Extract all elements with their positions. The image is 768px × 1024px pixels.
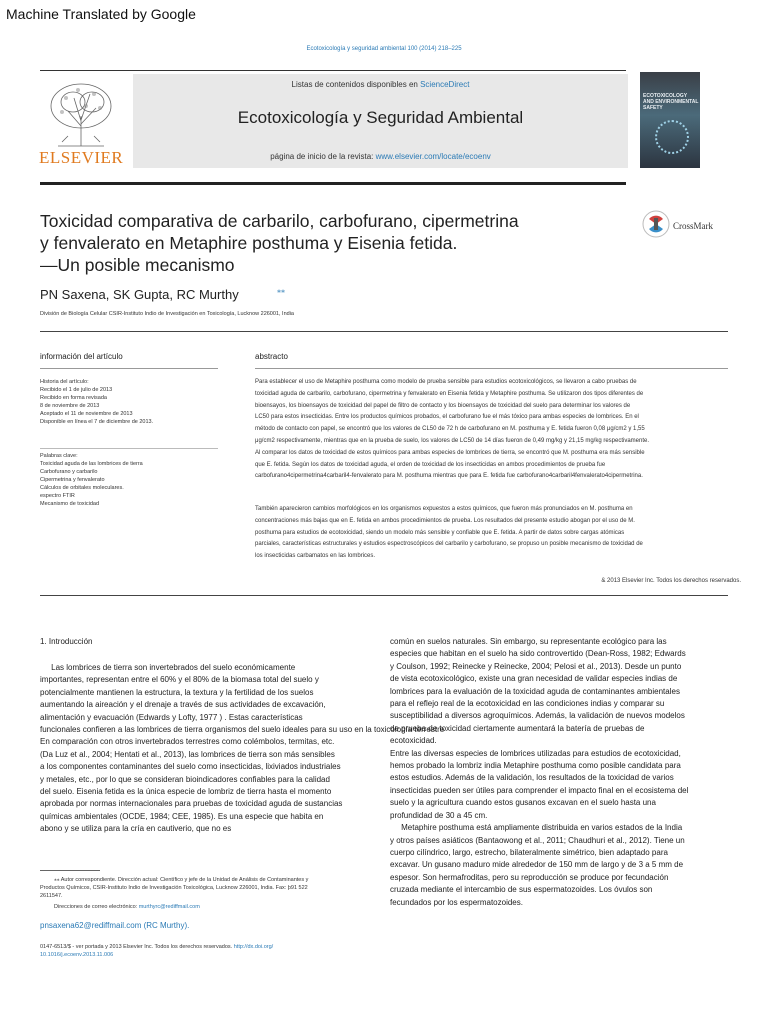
footnote-line: ⁎⁎ Autor correspondiente. Dirección actual: Científico y jefe de la Unidad de Análisis de Contaminantes y [54,877,309,883]
email-link-saxena[interactable]: pnsaxena62@rediffmail.com (RC Murthy). [40,921,190,930]
abstract-line: parciales, características estructurales y estudios espectroscópicos del carbarilo y carbofurano, se propuso un posible mecanismo de toxicidad de [255,541,643,548]
intro-line: a los componentes contaminantes del suelo como insecticidas, lixiviados industriales [40,762,341,772]
abstract-heading: abstracto [255,352,288,361]
corresponding-author-mark[interactable]: ⁎⁎ [277,286,285,295]
section-heading-introduction: 1. Introducción [40,637,93,646]
intro-line: cruzada mediante el intercambio de sus espermatozoides. Los óvulos son [390,885,653,895]
intro-line: lombrices para la evaluación de la toxicidad aguda de contaminantes ambientales [390,686,680,696]
intro-line: aprobada por normas internacionales para pruebas de toxicidad aguda de sustancias [40,799,343,809]
intro-line: químicas ambientales (OCDE, 1984; CEE, 1985). Es una especie que habita en [40,811,324,821]
intro-line: cuerpo cilíndrico, largo, estrecho, bilateralmente simétrico, bien adaptado para [390,847,668,857]
intro-line: suelo y la agricultura cuando estos gusanos excavan en el suelo hasta una [390,798,656,808]
intro-line: (Da Luz et al., 2004; Hentati et al., 2013), las lombrices de tierra son más sensibles [40,749,335,759]
abstract-line: Al comparar los datos de toxicidad de estos químicos para ambas especies de lombrices de tierra, se encontró que M. posthuma era más sensible [255,449,645,456]
author-list: PN Saxena, SK Gupta, RC Murthy [40,287,239,302]
abstract-line: μg/cm2 respectivamente, mientras que en la prueba de suelo, los valores de LC50 de 14 días fueron de 0,49 mg/kg y 21,15 mg/kg respectivamente. [255,437,650,444]
intro-line: del suelo. Eisenia fetida es la única especie de lombriz de tierra hasta el momento [40,787,332,797]
abstract-line: los insecticidas carbamatos en las lombrices. [255,553,376,560]
intro-line: profundidad de 30 a 45 cm. [390,810,488,820]
email-prefix: Direcciones de correo electrónico: [54,904,139,910]
article-title-line-1: Toxicidad comparativa de carbarilo, carbofurano, cipermetrina [40,211,519,231]
history-label: Historia del artículo: [40,379,89,385]
intro-line: susceptibilidad a diversos agroquímicos. Además, la validación de nuevos modelos [390,711,685,721]
crossmark-icon[interactable] [642,210,670,238]
intro-line: de vista ecotoxicológico, existe una gran necesidad de validar especies indias de [390,674,678,684]
keywords-label: Palabras clave: [40,453,78,459]
intro-line: excavar. Un gusano maduro mide alrededor de 150 mm de largo y de 3 a 5 mm de [390,860,684,870]
doi-link-part-2[interactable]: 10.1016/j.ecoenv.2013.11.006 [40,952,114,958]
intro-line: y Coulson, 1992; Reinecke y Reinecke, 2004; Pelosi et al., 2013). Desde un punto [390,661,682,671]
sciencedirect-link[interactable]: ScienceDirect [420,80,470,89]
intro-line: aumentando la aireación y el drenaje a través de sus actividades de excavación, [40,700,326,710]
intro-line: importantes, representan entre el 60% y el 80% de la biomasa total del suelo y [40,675,319,685]
journal-homepage-link[interactable]: www.elsevier.com/locate/ecoenv [375,152,491,161]
journal-reference-link[interactable]: Ecotoxicología y seguridad ambiental 100 (2014) 218–225 [306,46,462,52]
abstract-line: También aparecieron cambios morfológicos en los organismos expuestos a estos químicos, que fueron más pronunciados en M. posthuma en [255,506,633,512]
intro-line: hemos probado la lombriz india Metaphire posthuma como posible candidata para [390,761,681,771]
abstract-line: que E. fetida. Según los datos de toxicidad aguda, el orden de toxicidad de los insecticidas en ambos procedimientos de prueba fue [255,461,606,468]
history-accepted: Aceptado el 11 de noviembre de 2013 [40,411,133,417]
intro-line: espesor. Son hermafroditas, pero su reproducción se produce por fecundación [390,872,669,882]
intro-line: abono y se utiliza para la cría en cautiverio, que no es [40,824,232,834]
journal-cover-graphic [655,120,689,154]
footnote-line: Productos Químicos, CSIR-Instituto Indio de Investigación Toxicológica, Lucknow 226001, India. Fax: þ91 522 [40,885,308,891]
intro-line: potencialmente mantienen la estructura, la textura y la fertilidad de los suelos [40,687,314,697]
article-info-rule [40,368,218,369]
journal-cover-title: ECOTOXICOLOGY AND ENVIRONMENTAL SAFETY [643,93,699,111]
keyword-item: Cálculos de orbitales moleculares. [40,485,124,491]
copyright-notice: & 2013 Elsevier Inc. Todos los derechos reservados. [601,578,741,584]
abstract-line: LC50 para estos insecticidas. Entre los productos químicos probados, el carbofurano fue el más tóxico para ambas especies de lombrices. En el [255,414,639,421]
keyword-item: espectro FTIR [40,493,75,499]
abstract-line: Para establecer el uso de Metaphire posthuma como modelo de prueba sensible para estudios ecotoxicológicos, se llevaron a cabo pruebas de [255,379,637,385]
intro-line: común en suelos naturales. Sin embargo, su representante ecológico para las [390,637,667,646]
header-bottom-rule [40,182,626,185]
intro-line: especies que habitan en el suelo ha sido controvertido (Dean-Ross, 1982; Edwards [390,649,686,659]
abstract-bottom-rule [40,595,728,596]
corresponding-author-footnote [40,876,370,911]
issn-line [40,943,370,951]
intro-line: ecotoxicidad. [390,736,437,746]
keyword-item: Toxicidad aguda de las lombrices de tierra [40,461,143,467]
title-bottom-rule [40,331,728,332]
keywords-rule [40,448,218,449]
abstract-line: concentraciones más bajas que en E. fetida en ambos procedimientos de prueba. Los resultados del presente estudio abogan por el uso de M. [255,517,635,524]
abstract-paragraph-2 [255,504,728,563]
intro-line: Entre las diversas especies de lombrices utilizadas para estudios de ecotoxicidad, [390,748,681,758]
history-received: Recibido el 1 de julio de 2013 [40,387,113,393]
article-info-heading: información del artículo [40,352,123,361]
abstract-rule [255,368,728,369]
intro-line: de prueba de toxicidad ciertamente aumentará la batería de pruebas de [390,723,645,733]
doi-link-part-1[interactable]: http://dx.doi.org/ [233,944,274,950]
intro-line: insecticidas pueden ser útiles para comprender el impacto final en el ecosistema del [390,785,689,795]
contents-available-line [133,80,628,89]
intro-line: alimentación y evacuación (Edwards y Lofty, 1977 ) . Estas características [40,712,303,722]
issn-text: 0147-6513/$ - ver portada y 2013 Elsevier Inc. Todos los derechos reservados. [40,944,234,950]
article-title [40,210,600,276]
abstract-line: bioensayos, los bioensayos de toxicidad del papel de filtro de contacto y los bioensayos de toxicidad del suelo para determinar los valores de [255,402,631,409]
intro-right-column [390,636,730,909]
journal-title: Ecotoxicología y Seguridad Ambiental [237,108,524,127]
article-title-line-2: y fenvalerato en Metaphire posthuma y Eisenia fetida. [40,233,458,253]
author-affiliation: División de Biología Celular CSIR-Instituto Indio de Investigación en Toxicología, Lucknow 226001, India [40,311,294,317]
article-history [40,378,220,426]
abstract-paragraph-1 [255,377,728,483]
abstract-line: toxicidad aguda de carbarilo, carbofurano, cipermetrina y fenvalerato en Eisenia fetida y Metaphire posthuma. Se utilizaron dos tipos diferentes de [255,390,644,397]
history-online: Disponible en línea el 7 de diciembre de 2013. [40,419,154,425]
keyword-item: Mecanismo de toxicidad [40,501,100,507]
intro-line: estos estudios. Además de la validación, los resultados de la toxicidad de varios [390,773,674,783]
abstract-line: posthuma para estudios de ecotoxicidad, siendo un modelo más sensible y confiable que E. fetida. A partir de datos sobre cargas atómicas [255,529,625,536]
abstract-line: carbofurano4cipermetrina4carbaril4-fenvalerato para M. posthuma mientras que para E. fetida fue carbofurano4carbaril4fenvalerato4cipermetrina. [255,473,643,480]
crossmark-label[interactable]: CrossMark [673,221,713,231]
intro-line: En comparación con otros invertebrados terrestres como colémbolos, termitas, etc. [40,737,335,747]
intro-line: fecundados por los espermatozoides. [390,897,523,907]
article-title-line-3: —Un posible mecanismo [40,255,235,275]
intro-line: y otros países asiáticos (Bantaowong et al., 2011; Chaudhuri et al., 2012). Tiene un [390,835,685,845]
intro-line: y metales, etc., por lo que se consideran bioindicadores confiables para la calidad [40,774,330,784]
elsevier-logo-text: ELSEVIER [39,148,124,167]
email-line [40,903,370,911]
intro-line: para el reflejo real de la ecotoxicidad en las condiciones indias y comparar su [390,699,665,709]
history-revised-1: Recibido en forma revisada [40,395,107,401]
keyword-item: Carbofurano y carbarilo [40,469,98,475]
history-revised-2: 8 de noviembre de 2013 [40,403,100,409]
homepage-prefix: página de inicio de la revista: [270,152,376,161]
abstract-line: método de contacto con papel, se encontró que los valores de CL50 de 72 h de carbofurano en M. posthuma y E. fetida fueron 0,08 μg/cm2 y 1,55 [255,426,645,433]
issn-doi-block [40,943,370,959]
keyword-item: Cipermetrina y fenvalerato [40,477,105,483]
keywords-block [40,452,220,508]
journal-homepage-line [133,152,628,161]
intro-line: Metaphire posthuma está ampliamente distribuida en varios estados de la India [390,823,683,833]
machine-translation-banner: Machine Translated by Google [6,6,196,22]
contents-prefix: Listas de contenidos disponibles en [291,80,421,89]
footnote-line: 2611547. [40,893,63,899]
intro-line: funcionales confieren a las lombrices de tierra organismos del suelo ideales para su uso en la toxicología terrestre [40,725,445,735]
footnote-rule [40,870,100,871]
header-top-rule [40,70,626,71]
intro-line: Las lombrices de tierra son invertebrados del suelo económicamente [40,663,296,672]
email-link-murthy[interactable]: murthyrc@rediffmail.com [138,904,200,910]
